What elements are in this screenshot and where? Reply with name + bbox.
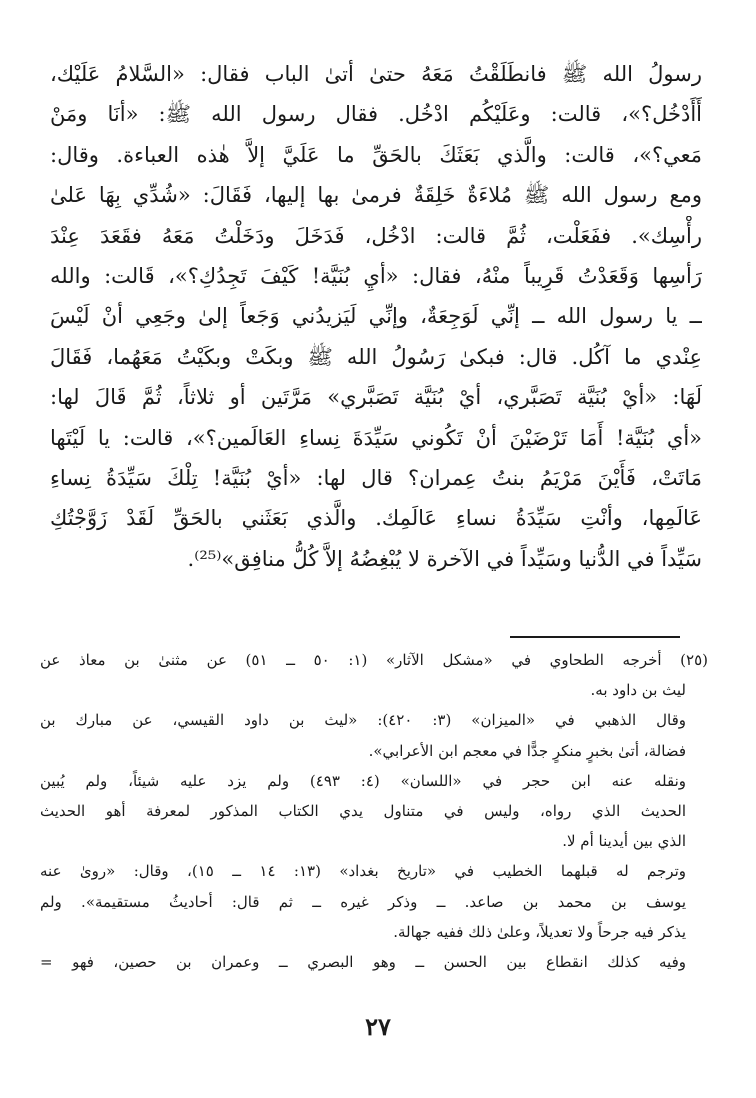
footnote-line: وفيه كذلك انقطاع بين الحسن ــ وهو البصري ــ وعمران بن حصين، فهو =: [40, 952, 686, 971]
footnote-paragraph: [40, 705, 708, 765]
footnote-line: فضالة، أتىٰ بخبرٍ منكرٍ جدًّا في معجم ابن الأعرابي».: [368, 741, 686, 760]
footnote-line: وقال الذهبي في «الميزان» (٣: ٤٢٠): «ليث بن داود القيسي، عن مبارك بن: [40, 711, 687, 730]
footnote-line: يذكر فيه جرحاً ولا تعديلاً، وعلىٰ ذلك ففيه جهالة.: [393, 922, 686, 941]
main-text-block: [50, 54, 702, 579]
text-line: «أي بُنَيَّة! أَمَا تَرْضَيْنَ أنْ تَكُوني سَيِّدَةَ نِساءِ العَالَمين؟»، قالت: يا لَيْتَها: [50, 425, 702, 450]
footnote-line: الحديث الذي رواه، وليس في متناول يدي الكتاب المذكور لمعرفة أهو الحديث: [40, 801, 686, 820]
footnote-line: ليث بن داود به.: [590, 681, 686, 700]
text-line: أَأَدْخُل؟»، قالت: وعَلَيْكُم ادْخُل. فقال رسول الله ﷺ: «أنَا ومَنْ: [50, 102, 702, 127]
text-line: رأْسِك». ففَعَلْت، ثُمَّ قالت: ادْخُل، فَدَخَلَ ودَخَلْتُ مَعَهُ فقَعَدَ عِنْدَ: [50, 223, 702, 248]
text-line: مَاتَتْ، فَأَيْنَ مَرْيَمُ بنتُ عِمران؟ قال لها: «أيْ بُنَيَّة! تِلْكَ سَيِّدَةُ نِساءِ: [50, 465, 702, 490]
footnote-divider: [510, 636, 680, 638]
footnote-line: (٢٥) أخرجه الطحاوي في «مشكل الآثار» (١: ٥٠ ــ ٥١) عن مثنىٰ بن معاذ عن: [40, 651, 708, 669]
footnote-line: الذي بين أيدينا أم لا.: [562, 832, 686, 851]
text-line: سَيِّداً في الدُّنيا وسَيِّداً في الآخرة لا يُبْغِضُهُ إلاَّ كُلُّ منافِق»⁽²⁵⁾.: [187, 546, 702, 571]
page-number: ٢٧: [365, 1012, 391, 1041]
footnotes-section: [40, 645, 708, 977]
text-line: ــ يا رسول الله ــ إنِّي لَوَجِعَةٌ، وإنِّي لَيَزيدُني وَجَعاً إلىٰ وجَعِي أنْ لَيْسَ: [50, 304, 702, 329]
text-line: مَعي؟»، قالت: والَّذي بَعَثَكَ بالحَقِّ ما عَلَيَّ إلاَّ هٰذه العباءة. وقال:: [50, 142, 702, 167]
text-line: ومع رسول الله ﷺ مُلاءَةٌ خَلِقَةٌ فرمىٰ بها إليها، فَقَالَ: «شُدِّي بِهَا عَلىٰ: [50, 183, 702, 208]
text-line: عِنْدي ما آكُل. قال: فبكىٰ رَسُولُ الله ﷺ وبكَتْ وبكَيْتُ مَعَهُما، فَقَالَ: [50, 344, 702, 369]
footnote-line: وترجم له قبلهما الخطيب في «تاريخ بغداد» (١٣: ١٤ ــ ١٥)، وقال: «روىٰ عنه: [40, 862, 686, 881]
text-line: رسولُ الله ﷺ فانطَلَقْتُ مَعَهُ حتىٰ أتىٰ الباب فقال: «السَّلامُ عَلَيْك،: [50, 62, 702, 86]
footnote-paragraph: [40, 766, 708, 857]
text-line: عَالَمِها، وأنْتِ سَيِّدَةُ نساءِ عَالَمِك. والَّذي بَعَثَني بالحَقِّ لَقَدْ زَوَّجْتُكِ: [50, 506, 702, 531]
text-line: رَأسِها وَقَعَدْتُ قَرِيباً منْهُ، فقال: «أيِ بُنَيَّة! كَيْفَ تَجِدُكِ؟»، قَالت: والله: [50, 263, 702, 288]
footnote-paragraph: [40, 856, 708, 947]
footnote-line: يوسف بن محمد بن صاعد. ــ وذكر غيره ــ ثم قال: أحاديثُ مستقيمة». ولم: [40, 892, 686, 911]
footnote-paragraph: [40, 645, 708, 705]
text-line: لَهَا: «أيْ بُنَيَّة تَصَبَّري، أيْ بُنَيَّة تَصَبَّري» مَرَّتَين أو ثلاثاً، ثُمَّ قَالَ لها:: [50, 385, 702, 410]
footnote-paragraph: [40, 947, 708, 977]
footnote-line: ونقله عنه ابن حجر في «اللسان» (٤: ٤٩٣) ولم يزد عليه شيئاً، ولم يُبين: [40, 771, 686, 790]
